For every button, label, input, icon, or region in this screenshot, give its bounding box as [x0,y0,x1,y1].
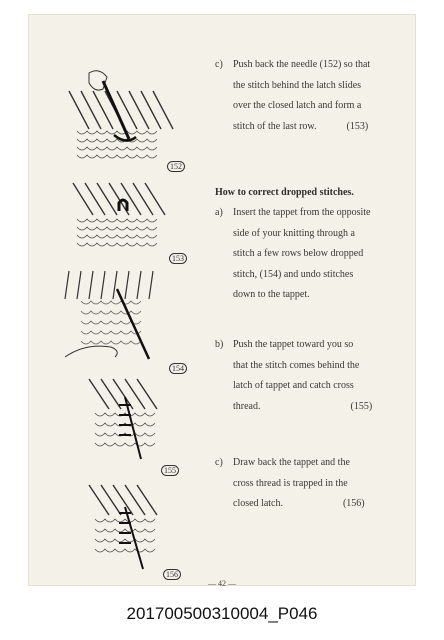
step-label: c) [215,59,223,70]
step-line: closed latch. (156) [233,498,365,509]
section-heading: How to correct dropped stitches. [215,187,354,198]
figure-number: 154 [169,363,187,374]
figure-154 [59,269,184,373]
step-c-push-needle [215,55,405,145]
step-b-push-tappet [215,335,405,425]
step-line: over the closed latch and form a [233,100,362,111]
step-line: thread. (155) [233,400,373,412]
step-label: b) [215,339,224,350]
step-label: c) [215,457,223,468]
step-c-draw-back-tappet [215,453,405,523]
figure-155 [59,377,184,475]
step-line: Push back the needle (152) so that [233,59,371,70]
step-label: a) [215,207,223,218]
step-line: Push the tappet toward you so [233,339,354,350]
figure-number: 156 [163,569,181,580]
step-line: stitch of the last row. (153) [233,120,369,132]
figure-number: 155 [161,465,179,476]
step-line: the stitch behind the latch slides [233,79,362,91]
step-line: Draw back the tappet and the [233,457,350,468]
step-line: stitch, (154) and undo stitches [233,268,354,280]
image-caption: 201700500310004_P046 [126,604,318,623]
step-a-insert-tappet [215,203,405,313]
step-line: side of your knitting through a [233,227,355,239]
step-line: that the stitch comes behind the [233,359,360,371]
figure-156 [59,483,184,579]
step-line: cross thread is trapped in the [233,477,348,489]
figure-152 [59,61,184,176]
step-line: down to the tappet. [233,289,310,300]
manual-page [28,14,416,586]
step-line: latch of tappet and catch cross [233,380,354,391]
figure-number: 153 [169,253,187,264]
step-line: stitch a few rows below dropped [233,248,364,259]
figure-number: 152 [167,161,185,172]
page-number: — 42 — [208,579,236,588]
figure-153 [59,175,184,263]
step-line: Insert the tappet from the opposite [233,207,371,218]
